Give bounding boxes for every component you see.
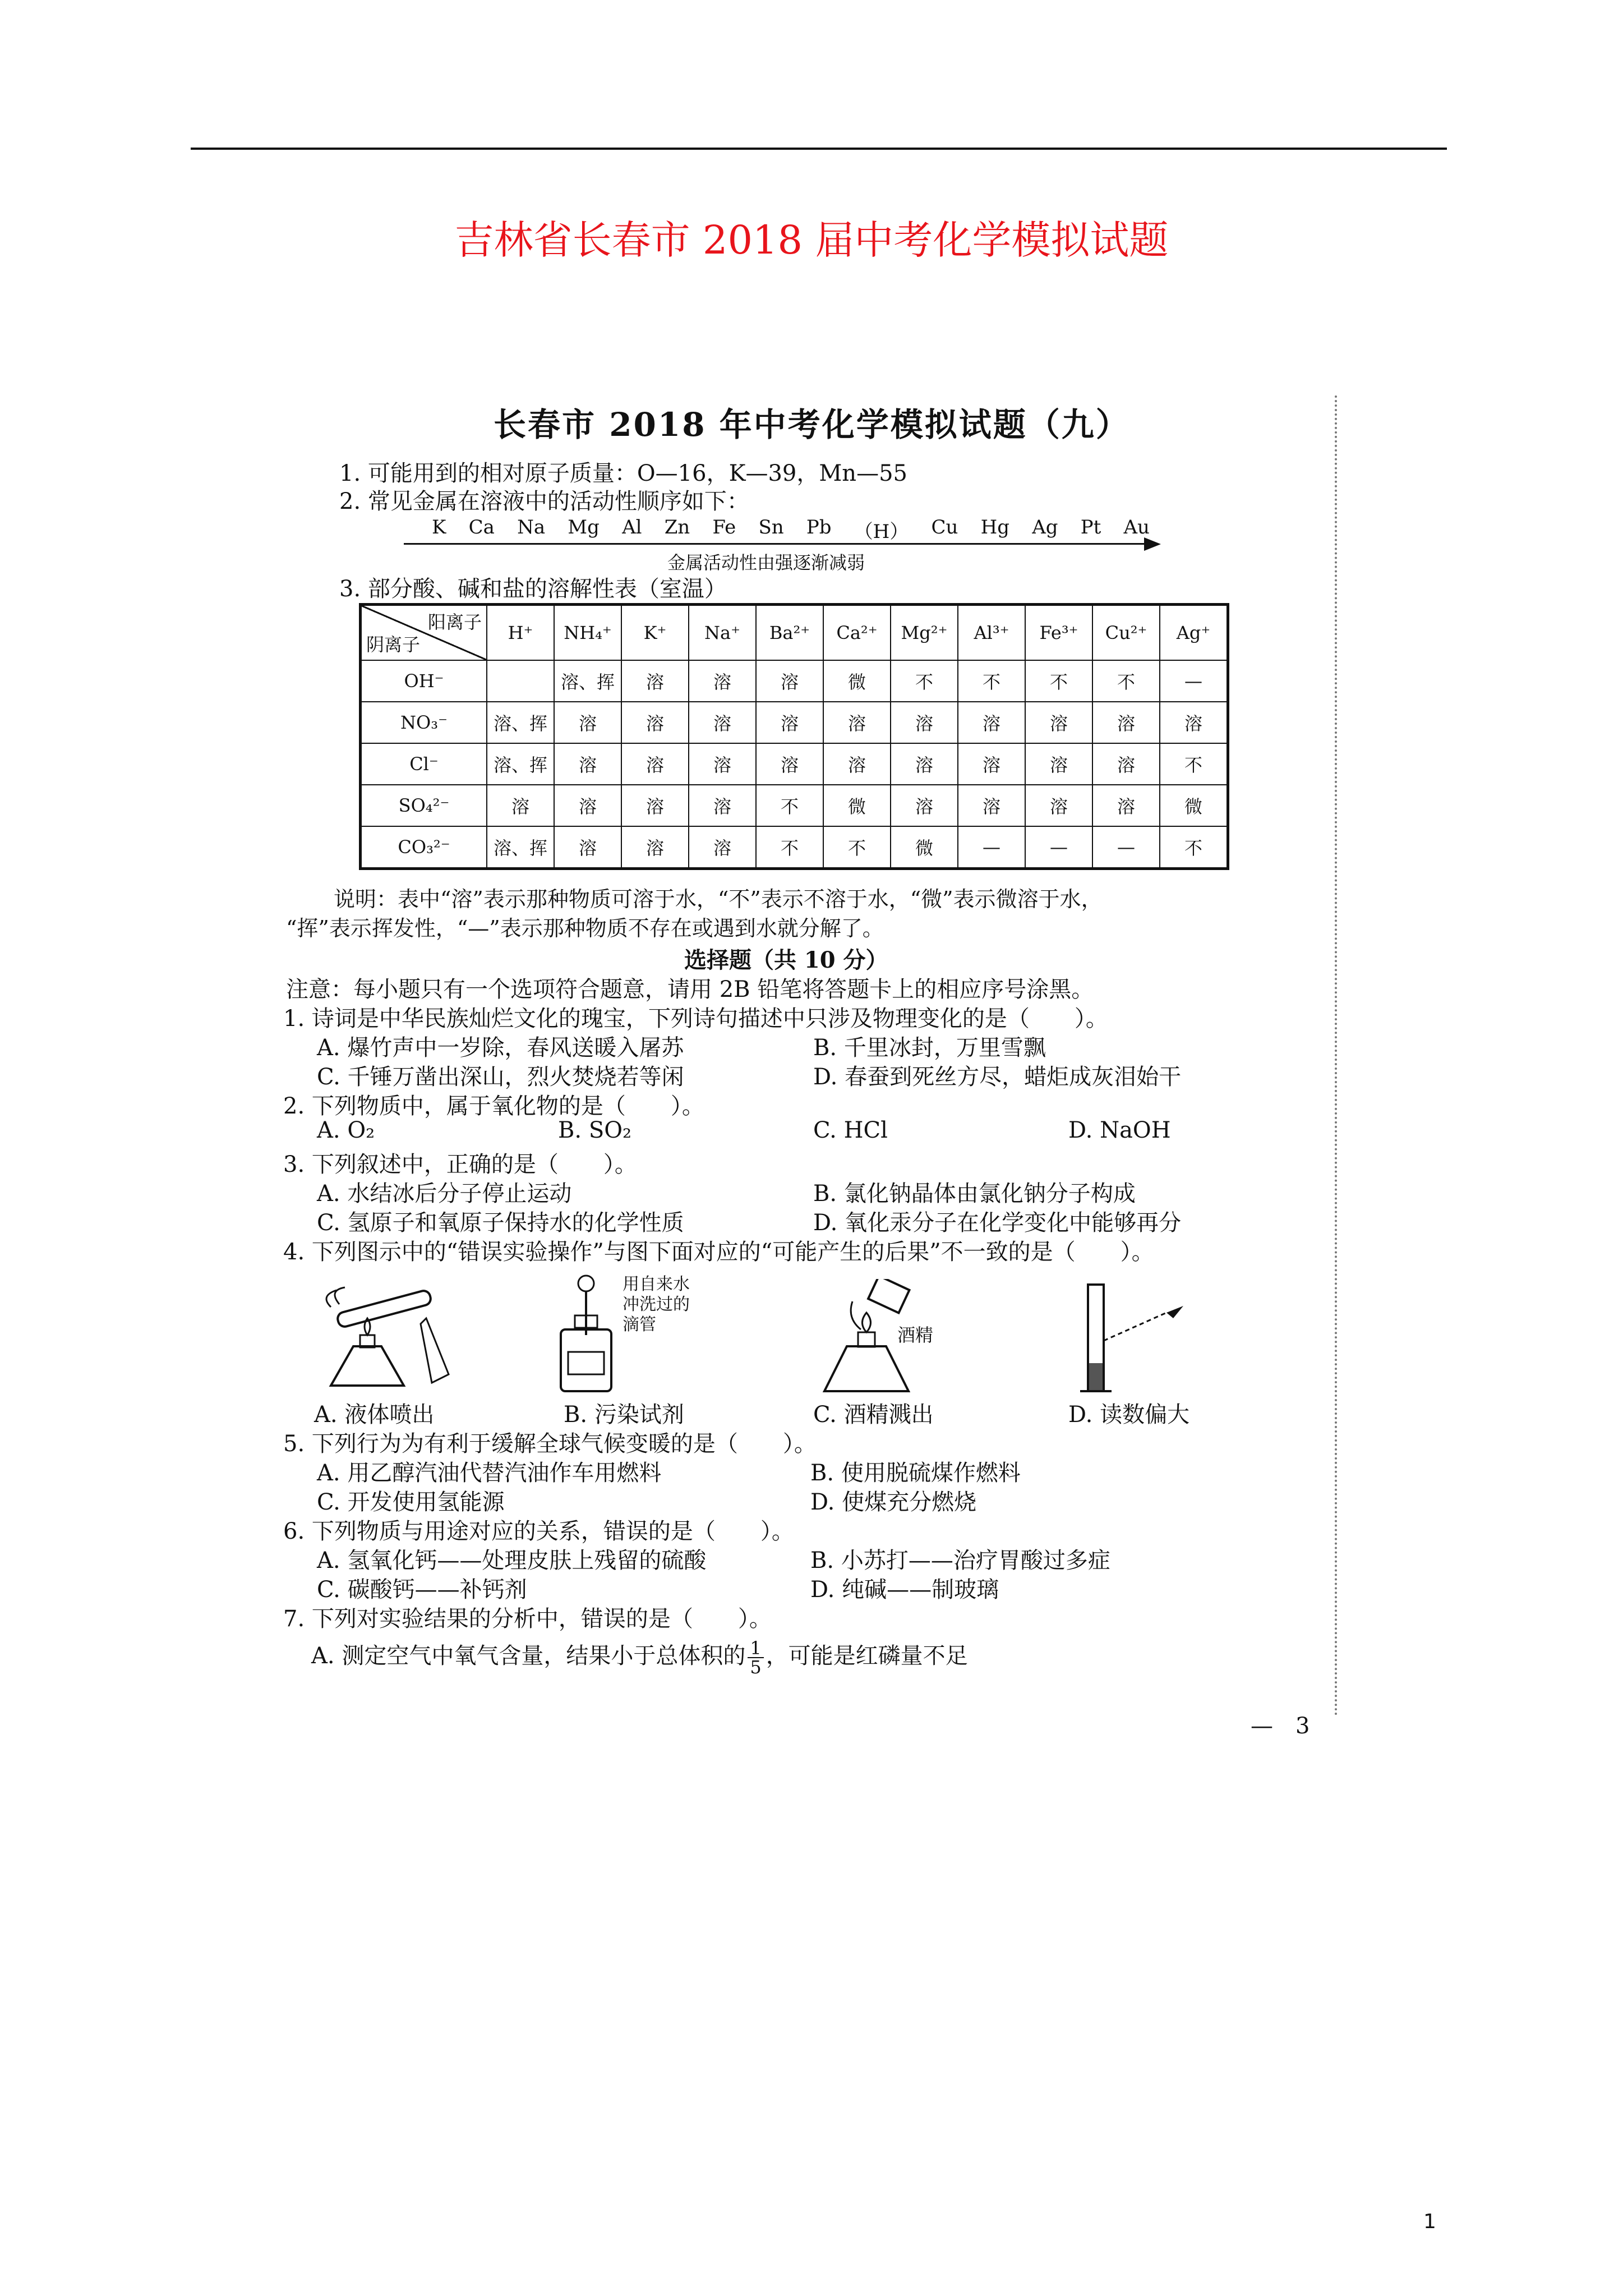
figure-d-graduated-cylinder <box>1077 1279 1189 1397</box>
solubility-cell: 溶 <box>958 785 1025 826</box>
solubility-cell: 溶 <box>621 826 689 869</box>
q4-option-b: B. 污染试剂 <box>564 1402 684 1428</box>
solubility-table <box>359 603 1229 870</box>
solubility-cell: 不 <box>1160 826 1228 869</box>
solubility-cell: 溶 <box>689 826 756 869</box>
solubility-cell: 溶 <box>689 660 756 702</box>
document-title: 吉林省长春市 2018 届中考化学模拟试题 <box>454 217 1169 263</box>
cation-header: 阳离子 <box>427 611 482 633</box>
solubility-cell: 不 <box>891 660 958 702</box>
metal-symbol: Au <box>1123 516 1150 539</box>
solubility-cell: 溶 <box>689 743 756 785</box>
table-row <box>361 785 1228 826</box>
solubility-cell: 溶 <box>621 785 689 826</box>
solubility-cell: 溶 <box>1092 785 1160 826</box>
q2-option-a: A. O₂ <box>317 1117 375 1143</box>
q6-option-b: B. 小苏打——治疗胃酸过多症 <box>810 1548 1110 1573</box>
figure-b-label: 用自来水 冲洗过的 滴管 <box>623 1274 690 1335</box>
metal-symbol: Ca <box>468 516 495 539</box>
table-row <box>361 660 1228 702</box>
solubility-cell <box>487 660 554 702</box>
table-header-row <box>361 605 1228 661</box>
solubility-cell: 溶 <box>487 785 554 826</box>
solubility-cell: 溶 <box>891 785 958 826</box>
solubility-cell: 溶 <box>554 702 621 743</box>
cation-header-cell: Ba²⁺ <box>756 605 823 661</box>
explain-line-1: 说明：表中“溶”表示那种物质可溶于水，“不”表示不溶于水，“微”表示微溶于水， <box>334 887 1103 912</box>
q2-option-b: B. SO₂ <box>558 1117 632 1143</box>
metal-symbol: Ag <box>1032 516 1058 539</box>
metal-symbol: Hg <box>980 516 1010 539</box>
solubility-cell: 不 <box>958 660 1025 702</box>
metal-symbol: Al <box>622 516 642 539</box>
figure-c-label: 酒精 <box>897 1324 934 1346</box>
cation-header-cell: Ag⁺ <box>1160 605 1228 661</box>
q1-option-b: B. 千里冰封，万里雪飘 <box>813 1035 1046 1061</box>
metal-symbol: Na <box>517 516 546 539</box>
solubility-cell: 溶 <box>1025 702 1092 743</box>
solubility-cell: 溶 <box>554 785 621 826</box>
q4-option-a: A. 液体喷出 <box>314 1402 435 1428</box>
anion-cell: CO₃²⁻ <box>361 826 487 869</box>
cation-header-cell: Ca²⁺ <box>823 605 891 661</box>
solubility-cell: 溶 <box>554 743 621 785</box>
solubility-cell: 溶 <box>958 702 1025 743</box>
solubility-cell: 溶 <box>756 743 823 785</box>
q1-option-c: C. 千锤万凿出深山，烈火焚烧若等闲 <box>317 1064 684 1090</box>
table-row <box>361 826 1228 869</box>
q2-stem: 2. 下列物质中，属于氧化物的是（ ）。 <box>283 1093 704 1119</box>
figure-a-heating-test-tube <box>314 1285 460 1391</box>
q6-option-a: A. 氢氧化钙——处理皮肤上残留的硫酸 <box>317 1548 707 1573</box>
scan-page-number: — 3 <box>1251 1713 1310 1739</box>
anion-cell: Cl⁻ <box>361 743 487 785</box>
solubility-cell: 不 <box>756 826 823 869</box>
q6-option-d: D. 纯碱——制玻璃 <box>810 1577 999 1603</box>
cation-header-cell: Cu²⁺ <box>1092 605 1160 661</box>
q2-option-d: D. NaOH <box>1068 1117 1171 1143</box>
q1-option-a: A. 爆竹声中一岁除，春风送暖入屠苏 <box>317 1035 684 1061</box>
solubility-cell: 溶 <box>891 743 958 785</box>
activity-arrow-caption: 金属活动性由强逐渐减弱 <box>667 552 865 573</box>
q4-option-d: D. 读数偏大 <box>1068 1402 1190 1428</box>
solubility-cell: 溶 <box>621 660 689 702</box>
explain-line-2: “挥”表示挥发性，“—”表示那种物质不存在或遇到水就分解了。 <box>286 916 884 941</box>
note-atomic-mass: 1. 可能用到的相对原子质量：O—16，K—39，Mn—55 <box>339 461 907 486</box>
q3-stem: 3. 下列叙述中，正确的是（ ）。 <box>283 1152 637 1177</box>
cation-header-cell: H⁺ <box>487 605 554 661</box>
solubility-cell: 溶 <box>689 702 756 743</box>
solubility-cell: 溶 <box>823 702 891 743</box>
solubility-cell: 溶 <box>554 826 621 869</box>
metal-symbol: Pt <box>1080 516 1101 539</box>
q6-option-c: C. 碳酸钙——补钙剂 <box>317 1577 527 1603</box>
table-row <box>361 702 1228 743</box>
cation-header-cell: NH₄⁺ <box>554 605 621 661</box>
q4-option-c: C. 酒精溅出 <box>813 1402 934 1428</box>
q1-option-d: D. 春蚕到死丝方尽，蜡炬成灰泪始干 <box>813 1064 1182 1090</box>
fraction-one-fifth: $\frac{1}{5}$ <box>748 1639 763 1676</box>
solubility-cell: 溶 <box>621 702 689 743</box>
solubility-cell: 溶、挥 <box>487 702 554 743</box>
q5-option-a: A. 用乙醇汽油代替汽油作车用燃料 <box>317 1460 662 1486</box>
solubility-cell: 不 <box>1025 660 1092 702</box>
page-number: 1 <box>1423 2210 1436 2233</box>
solubility-cell: 不 <box>756 785 823 826</box>
q3-option-c: C. 氢原子和氧原子保持水的化学性质 <box>317 1210 684 1236</box>
solubility-cell: 不 <box>1092 660 1160 702</box>
solubility-cell: 溶 <box>689 785 756 826</box>
q4-stem: 4. 下列图示中的“错误实验操作”与图下面对应的“可能产生的后果”不一致的是（ ）。 <box>283 1239 1154 1265</box>
anion-header: 阴离子 <box>366 634 421 655</box>
note-activity-series: 2. 常见金属在溶液中的活动性顺序如下： <box>339 489 749 514</box>
q5-option-b: B. 使用脱硫煤作燃料 <box>810 1460 1021 1486</box>
solubility-cell: 溶、挥 <box>487 743 554 785</box>
q1-stem: 1. 诗词是中华民族灿烂文化的瑰宝，下列诗句描述中只涉及物理变化的是（ ）。 <box>283 1006 1108 1032</box>
scan-edge-dotted-line <box>1335 395 1337 1717</box>
metal-symbol: Fe <box>712 516 736 539</box>
arrow-head-icon <box>1144 537 1161 551</box>
solubility-cell: — <box>1092 826 1160 869</box>
anion-cell: NO₃⁻ <box>361 702 487 743</box>
q7-stem: 7. 下列对实验结果的分析中，错误的是（ ）。 <box>283 1606 772 1632</box>
q5-stem: 5. 下列行为为有利于缓解全球气候变暖的是（ ）。 <box>283 1431 817 1457</box>
solubility-cell: 微 <box>891 826 958 869</box>
solubility-cell: 微 <box>1160 785 1228 826</box>
q3-option-d: D. 氧化汞分子在化学变化中能够再分 <box>813 1210 1182 1236</box>
table-row <box>361 743 1228 785</box>
anion-cell: OH⁻ <box>361 660 487 702</box>
metal-symbol: Pb <box>806 516 832 539</box>
metal-activity-series <box>432 516 1150 544</box>
header-rule <box>191 148 1447 150</box>
q2-option-c: C. HCl <box>813 1117 888 1143</box>
q5-option-d: D. 使煤充分燃烧 <box>810 1489 977 1515</box>
solubility-cell: 溶 <box>756 702 823 743</box>
cation-header-cell: Mg²⁺ <box>891 605 958 661</box>
metal-symbol: Sn <box>758 516 784 539</box>
activity-arrow-line <box>404 543 1150 545</box>
cation-header-cell: K⁺ <box>621 605 689 661</box>
solubility-cell: 不 <box>1160 743 1228 785</box>
q7-option-a: A. 测定空气中氧气含量，结果小于总体积的 $\frac{1}{5}$ ，可能是红磷量不足 <box>311 1637 968 1678</box>
solubility-cell: 微 <box>823 660 891 702</box>
solubility-cell: — <box>958 826 1025 869</box>
solubility-cell: 溶 <box>823 743 891 785</box>
figure-b-dropper-bottle <box>552 1273 620 1394</box>
solubility-cell: — <box>1160 660 1228 702</box>
note-solubility-table: 3. 部分酸、碱和盐的溶解性表（室温） <box>339 576 727 602</box>
solubility-cell: 溶 <box>891 702 958 743</box>
solubility-cell: 微 <box>823 785 891 826</box>
solubility-cell: 不 <box>823 826 891 869</box>
metal-symbol: （H） <box>854 521 909 543</box>
metal-symbol: Zn <box>664 516 690 539</box>
solubility-cell: 溶 <box>756 660 823 702</box>
metal-symbol: K <box>432 516 446 539</box>
metal-symbol: Cu <box>931 516 958 539</box>
cation-header-cell: Fe³⁺ <box>1025 605 1092 661</box>
metal-symbol: Mg <box>568 516 600 539</box>
solubility-cell: 溶、挥 <box>487 826 554 869</box>
solubility-cell: 溶 <box>1160 702 1228 743</box>
q3-option-a: A. 水结冰后分子停止运动 <box>317 1181 572 1207</box>
cation-header-cell: Al³⁺ <box>958 605 1025 661</box>
q3-option-b: B. 氯化钠晶体由氯化钠分子构成 <box>813 1181 1136 1207</box>
q5-option-c: C. 开发使用氢能源 <box>317 1489 505 1515</box>
solubility-cell: 溶 <box>1092 743 1160 785</box>
cation-header-cell: Na⁺ <box>689 605 756 661</box>
solubility-cell: 溶 <box>621 743 689 785</box>
solubility-cell: 溶 <box>1092 702 1160 743</box>
table-corner-cell <box>361 605 487 661</box>
solubility-cell: 溶、挥 <box>554 660 621 702</box>
solubility-cell: 溶 <box>958 743 1025 785</box>
anion-cell: SO₄²⁻ <box>361 785 487 826</box>
q6-stem: 6. 下列物质与用途对应的关系，错误的是（ ）。 <box>283 1519 794 1544</box>
solubility-cell: 溶 <box>1025 785 1092 826</box>
solubility-cell: 溶 <box>1025 743 1092 785</box>
solubility-cell: — <box>1025 826 1092 869</box>
exam-title: 长春市 2018 年中考化学模拟试题（九） <box>494 406 1130 444</box>
section-title: 选择题（共 10 分） <box>684 947 888 973</box>
section-notice: 注意：每小题只有一个选项符合题意，请用 2B 铅笔将答题卡上的相应序号涂黑。 <box>286 977 1094 1002</box>
